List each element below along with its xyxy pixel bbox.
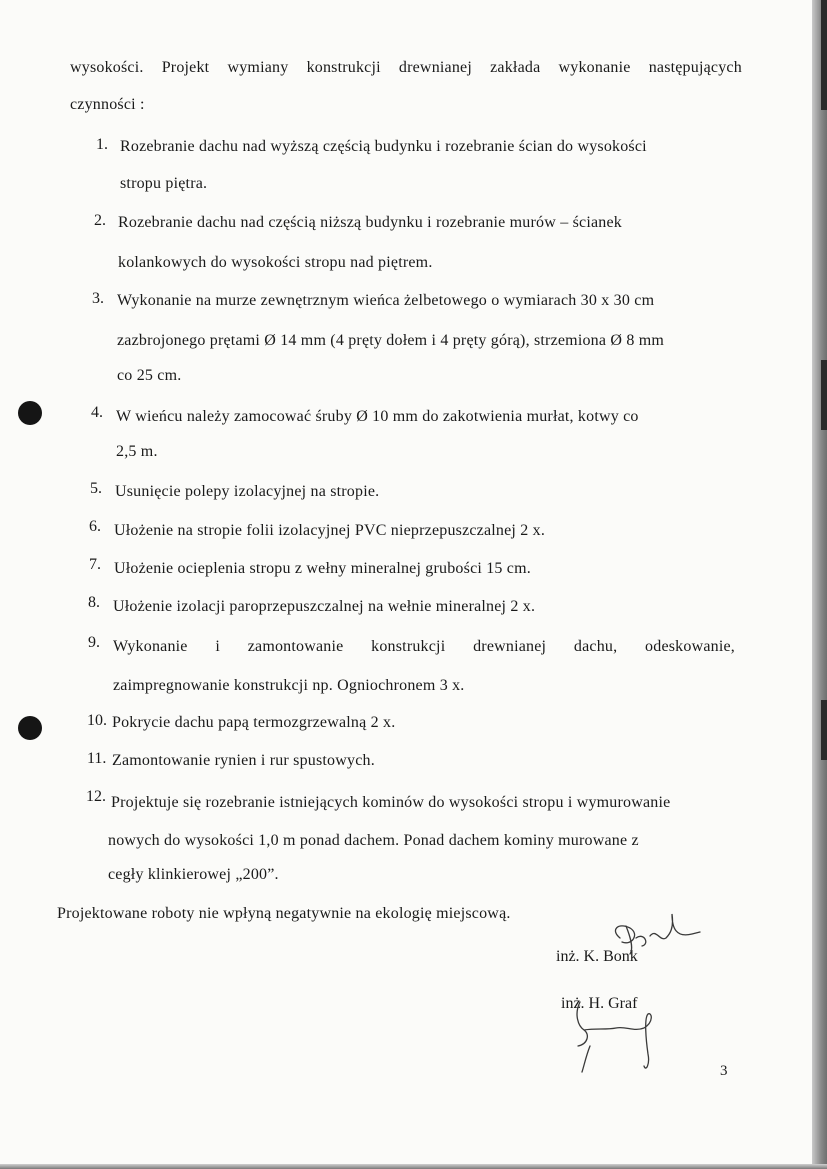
list-item-number: 12. [86, 788, 106, 805]
list-item-line: Zamontowanie rynien i rur spustowych. [112, 752, 375, 769]
list-item-line: Pokrycie dachu papą termozgrzewalną 2 x. [112, 714, 396, 731]
list-item-line: Projektuje się rozebranie istniejących kominów do wysokości stropu i wymurowanie [111, 794, 671, 811]
list-item-number: 7. [89, 556, 101, 573]
page-number: 3 [720, 1063, 728, 1079]
word: i [215, 638, 220, 655]
list-item-number: 4. [91, 404, 103, 421]
list-item-number: 6. [89, 518, 101, 535]
list-item-number: 1. [96, 136, 108, 153]
scan-edge-right [812, 0, 827, 1169]
list-item-number: 11. [87, 750, 107, 767]
list-item-line: kolankowych do wysokości stropu nad piętrem. [118, 254, 433, 271]
list-item-line: co 25 cm. [117, 367, 182, 384]
list-item-number: 2. [94, 212, 106, 229]
word: zamontowanie [247, 638, 344, 655]
list-item-line: Rozebranie dachu nad częścią niższą budynku i rozebranie murów – ścianek [118, 214, 622, 231]
list-item-line: cegły klinkierowej „200”. [108, 866, 279, 883]
punch-hole-top [18, 401, 42, 425]
intro-line-2: czynności : [70, 96, 145, 113]
list-item-line: Ułożenie na stropie folii izolacyjnej PVC nieprzepuszczalnej 2 x. [114, 522, 546, 539]
list-item-line: 2,5 m. [116, 443, 158, 460]
handwritten-signature-2 [560, 1000, 670, 1080]
word: dachu, [573, 638, 618, 655]
list-item-line: Ułożenie ocieplenia stropu z wełny mineralnej grubości 15 cm. [114, 560, 531, 577]
list-item-number: 8. [88, 594, 100, 611]
list-item-line: Wykonanie na murze zewnętrznym wieńca żelbetowego o wymiarach 30 x 30 cm [117, 292, 655, 309]
list-item-number: 3. [92, 290, 104, 307]
list-item-number: 5. [90, 480, 102, 497]
word: konstrukcji [371, 638, 446, 655]
closing-sentence: Projektowane roboty nie wpłyną negatywnie na ekologię miejscową. [57, 905, 511, 922]
list-item-line: zazbrojonego prętami Ø 14 mm (4 pręty dołem i 4 pręty górą), strzemiona Ø 8 mm [117, 332, 665, 349]
list-item-line: Usunięcie polepy izolacyjnej na stropie. [115, 483, 380, 500]
list-item-line: stropu piętra. [120, 175, 208, 192]
list-item-line: Ułożenie izolacji paroprzepuszczalnej na wełnie mineralnej 2 x. [113, 598, 536, 615]
signatory-name-1: inż. K. Bonk [556, 948, 638, 965]
word: Wykonanie [113, 638, 188, 655]
scan-edge-bottom [0, 1164, 827, 1169]
list-item-number: 9. [88, 634, 100, 651]
handwritten-signature-1 [600, 908, 710, 968]
word: odeskowanie, [645, 638, 735, 655]
list-item-number: 10. [87, 712, 107, 729]
list-item-line [113, 638, 735, 656]
word: drewnianej [473, 638, 547, 655]
intro-line-1: wysokości. Projekt wymiany konstrukcji drewnianej zakłada wykonanie następujących [70, 59, 742, 76]
list-item-line: zaimpregnowanie konstrukcji np. Ogniochronem 3 x. [113, 677, 465, 694]
punch-hole-bottom [18, 716, 42, 740]
list-item-line: Rozebranie dachu nad wyższą częścią budynku i rozebranie ścian do wysokości [120, 138, 647, 155]
list-item-line: nowych do wysokości 1,0 m ponad dachem. Ponad dachem kominy murowane z [108, 832, 639, 849]
list-item-line: W wieńcu należy zamocować śruby Ø 10 mm do zakotwienia murłat, kotwy co [116, 408, 639, 425]
signatory-name-2: inż. H. Graf [561, 995, 638, 1012]
